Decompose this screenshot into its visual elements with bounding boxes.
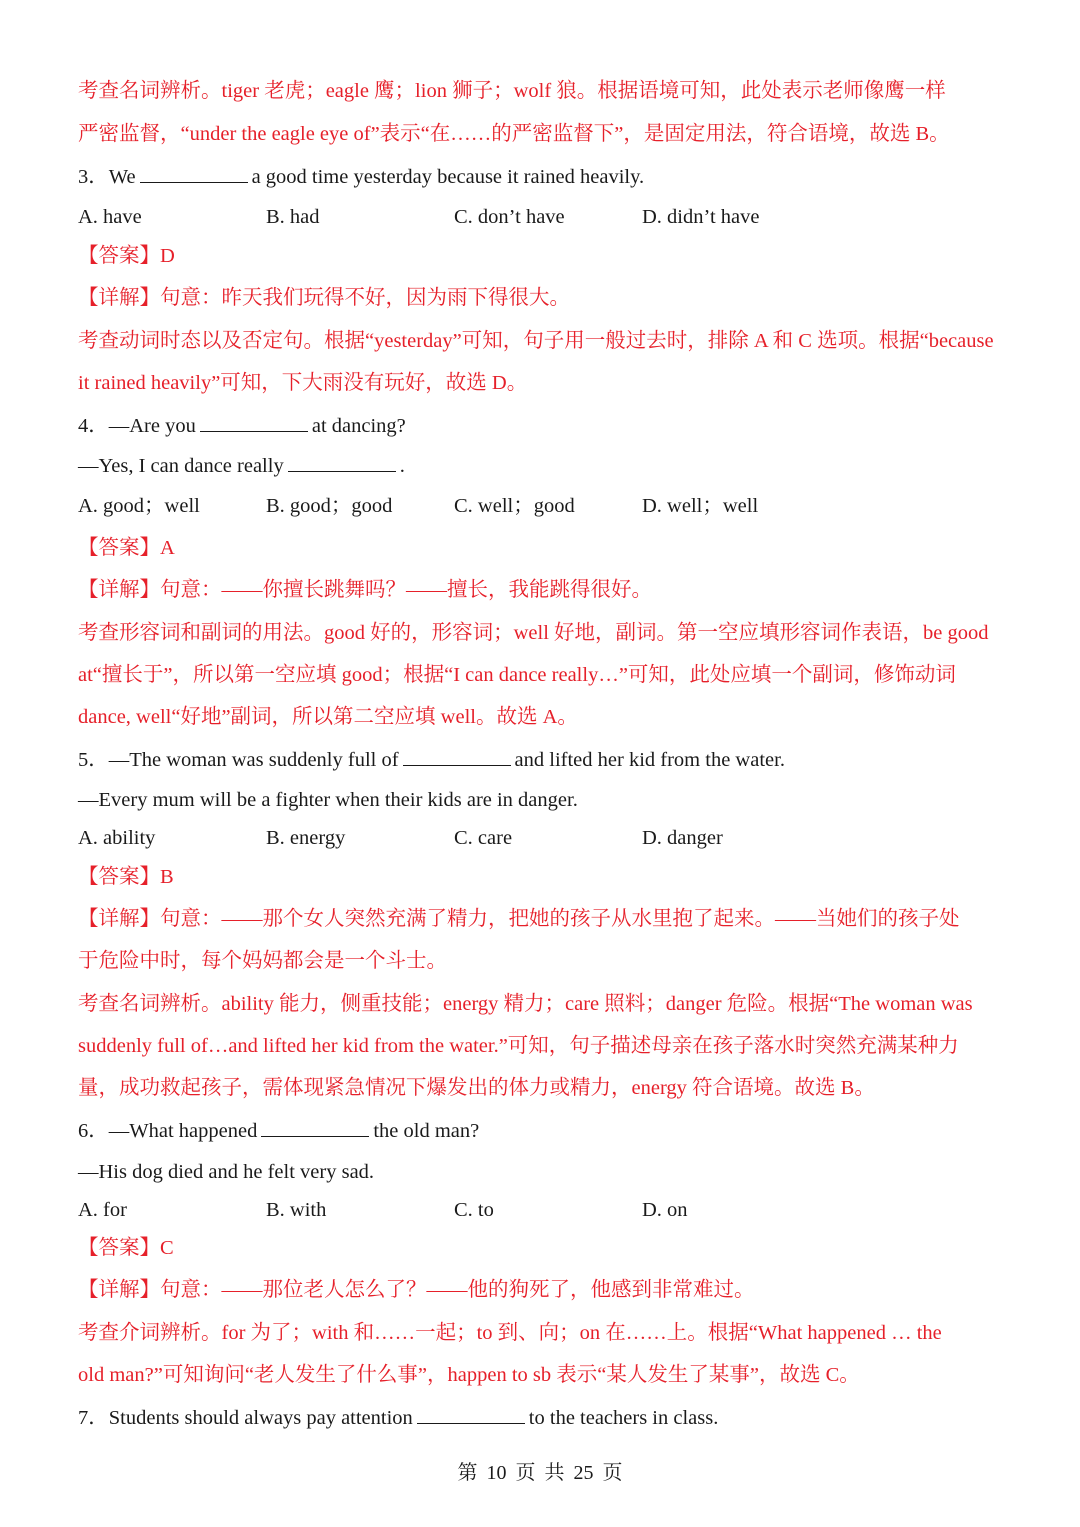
explanation-line: 考查形容词和副词的用法。good 好的，形容词；well 好地，副词。第一空应填形容词作表语，be good — [78, 622, 989, 644]
question-text: 7．Students should always pay attention — [78, 1407, 413, 1429]
explanation-line: 【详解】句意：——那个女人突然充满了精力，把她的孩子从水里抱了起来。——当她们的孩子处 — [78, 908, 960, 930]
question-text: 4．—Are you — [78, 415, 196, 437]
question-6-reply: —His dog died and he felt very sad. — [78, 1161, 375, 1183]
option-a: A. for — [78, 1199, 127, 1221]
answer-line: 【答案】D — [78, 245, 175, 267]
explanation-line: 【详解】句意：——你擅长跳舞吗？——擅长，我能跳得很好。 — [78, 579, 652, 601]
explanation-line: 【详解】句意：——那位老人怎么了？——他的狗死了，他感到非常难过。 — [78, 1279, 755, 1301]
question-4-reply — [78, 453, 1008, 479]
option-a: A. good；well — [78, 495, 200, 517]
question-text: to the teachers in class. — [528, 1407, 719, 1429]
option-c: C. care — [454, 827, 513, 849]
question-text: at dancing? — [311, 415, 406, 437]
answer-blank — [261, 1118, 369, 1137]
question-text: 6．—What happened — [78, 1120, 258, 1142]
explanation-line: suddenly full of…and lifted her kid from the water.”可知，句子描述母亲在孩子落水时突然充满某种力 — [78, 1035, 959, 1057]
question-text: . — [399, 455, 405, 477]
option-b: B. good；good — [266, 495, 393, 517]
page-footer: 第 10 页 共 25 页 — [457, 1462, 623, 1484]
question-6 — [78, 1118, 1008, 1144]
answer-line: 【答案】B — [78, 866, 174, 888]
option-d: D. danger — [642, 827, 723, 849]
option-b: B. with — [266, 1199, 327, 1221]
explanation-line: 考查介词辨析。for 为了；with 和……一起；to 到、向；on 在……上。根据“What happened … the — [78, 1322, 942, 1344]
explanation-line: old man?”可知询问“老人发生了什么事”，happen to sb 表示“某人发生了某事”，故选 C。 — [78, 1364, 860, 1386]
option-c: C. well；good — [454, 495, 575, 517]
answer-blank — [417, 1405, 525, 1424]
option-b: B. energy — [266, 827, 346, 849]
answer-blank — [140, 164, 248, 183]
question-3 — [78, 164, 1008, 190]
explanation-line: 考查动词时态以及否定句。根据“yesterday”可知，句子用一般过去时，排除 A 和 C 选项。根据“because — [78, 330, 994, 352]
option-d: D. didn’t have — [642, 206, 760, 228]
option-d: D. on — [642, 1199, 688, 1221]
options-row — [78, 825, 1008, 851]
option-a: A. ability — [78, 827, 156, 849]
options-row — [78, 204, 1008, 230]
explanation-line: 于危险中时，每个妈妈都会是一个斗士。 — [78, 950, 447, 972]
explanation-line: 量，成功救起孩子，需体现紧急情况下爆发出的体力或精力，energy 符合语境。故选 B。 — [78, 1077, 875, 1099]
question-text: 3．We — [78, 166, 136, 188]
question-4 — [78, 413, 1008, 439]
answer-line: 【答案】A — [78, 537, 175, 559]
explanation-line: 【详解】句意：昨天我们玩得不好，因为雨下得很大。 — [78, 287, 570, 309]
question-text: and lifted her kid from the water. — [514, 749, 785, 771]
options-row — [78, 493, 1008, 519]
option-b: B. had — [266, 206, 320, 228]
answer-blank — [288, 453, 396, 472]
explanation-line: it rained heavily”可知，下大雨没有玩好，故选 D。 — [78, 372, 528, 394]
explanation-line: at“擅长于”，所以第一空应填 good；根据“I can dance really…”可知，此处应填一个副词，修饰动词 — [78, 664, 956, 686]
explanation-line: dance, well“好地”副词，所以第二空应填 well。故选 A。 — [78, 706, 578, 728]
option-c: C. to — [454, 1199, 494, 1221]
explanation-line: 考查名词辨析。tiger 老虎；eagle 鹰；lion 狮子；wolf 狼。根据语境可知，此处表示老师像鹰一样 — [78, 80, 946, 102]
question-5-reply: —Every mum will be a fighter when their kids are in danger. — [78, 789, 578, 811]
question-text: the old man? — [373, 1120, 480, 1142]
option-a: A. have — [78, 206, 142, 228]
question-7 — [78, 1405, 1008, 1431]
question-text: —Yes, I can dance really — [78, 455, 284, 477]
question-text: a good time yesterday because it rained heavily. — [251, 166, 645, 188]
option-c: C. don’t have — [454, 206, 565, 228]
options-row — [78, 1197, 1008, 1223]
answer-blank — [200, 413, 308, 432]
answer-line: 【答案】C — [78, 1237, 174, 1259]
question-text: 5．—The woman was suddenly full of — [78, 749, 399, 771]
answer-blank — [403, 747, 511, 766]
option-d: D. well；well — [642, 495, 759, 517]
explanation-line: 考查名词辨析。ability 能力，侧重技能；energy 精力；care 照料；danger 危险。根据“The woman was — [78, 993, 973, 1015]
explanation-line: 严密监督，“under the eagle eye of”表示“在……的严密监督下”，是固定用法，符合语境，故选 B。 — [78, 123, 950, 145]
question-5 — [78, 747, 1008, 773]
